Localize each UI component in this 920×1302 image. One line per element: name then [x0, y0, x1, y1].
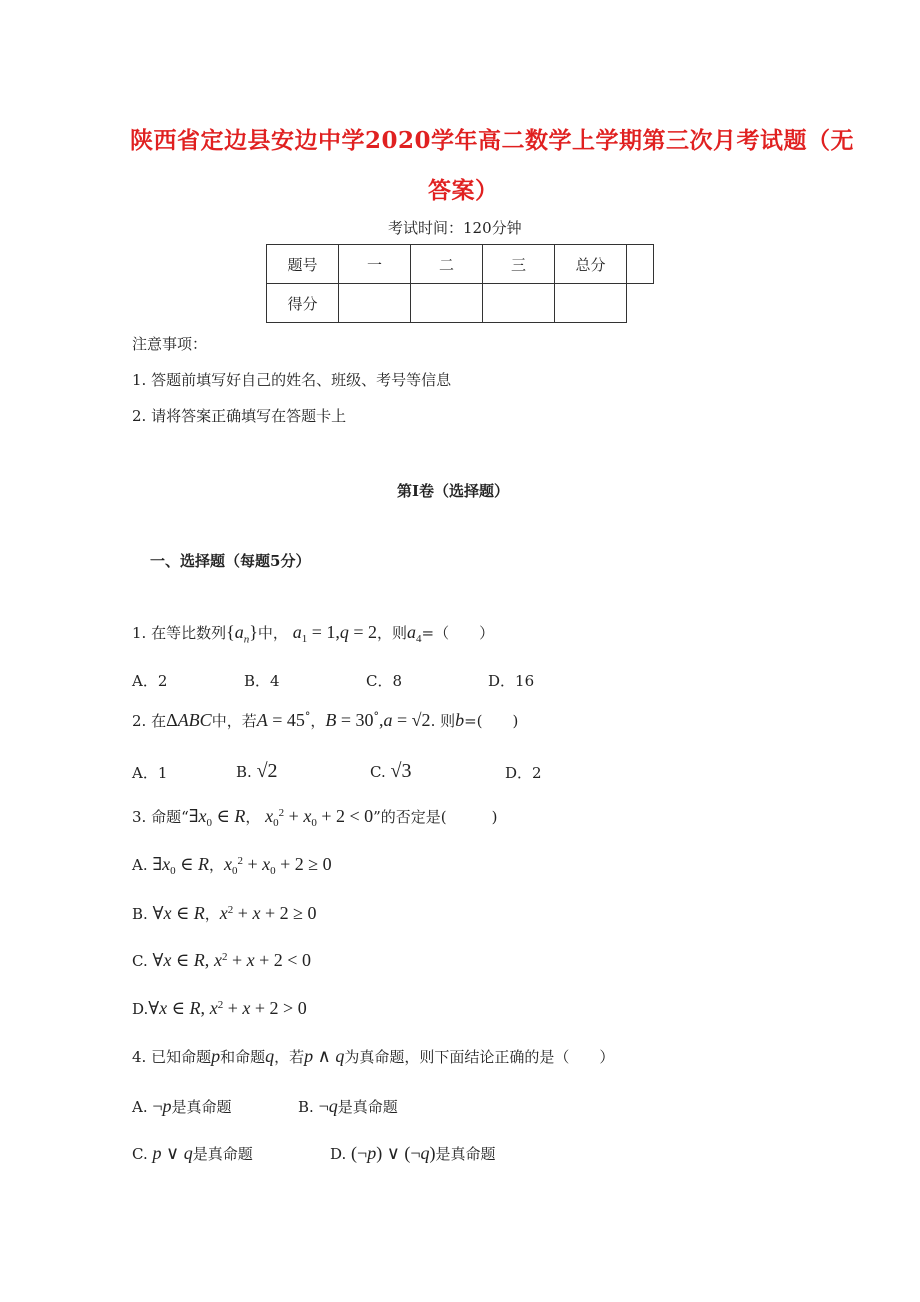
q2-option-c[interactable]: C. √3 — [370, 760, 412, 782]
table-cell: 二 — [411, 245, 483, 284]
q2-option-b[interactable]: B. √2 — [236, 760, 278, 782]
table-cell: 题号 — [267, 245, 339, 284]
table-cell — [627, 245, 654, 284]
q1-option-c[interactable]: C．8 — [366, 672, 403, 690]
q3-option-d[interactable]: D.∀x ∈ R, $x^2 + x + 2 > 0$ — [132, 998, 307, 1018]
q2-option-d[interactable]: D．2 — [505, 764, 542, 782]
q3-option-b[interactable]: B. ∀x ∈ R，$x^2 + x + 2 \ge 0$ — [132, 903, 317, 923]
question-2: 2. 在ΔABC中，若A = 45°，B = 30°,a = √2. 则b=( ) — [132, 710, 519, 730]
question-1: 1. 在等比数列$\{a_n\}$中， $a_1 = 1,q = 2$，则$a_4=$（ ） — [132, 622, 495, 646]
table-cell: 一 — [339, 245, 411, 284]
q4-option-d[interactable]: D. (¬p) ∨ (¬q)是真命题 — [330, 1143, 496, 1163]
table-cell: 得分 — [267, 284, 339, 323]
q1-option-d[interactable]: D．16 — [488, 672, 535, 690]
table-cell[interactable] — [411, 284, 483, 323]
notes-item-1: 1. 答题前填写好自己的姓名、班级、考号等信息 — [132, 371, 452, 389]
q2-option-a[interactable]: A．1 — [132, 764, 168, 782]
table-cell: 总分 — [555, 245, 627, 284]
question-number: 4. — [132, 1048, 147, 1066]
score-table — [266, 244, 654, 323]
q4-option-b[interactable]: B. ¬q是真命题 — [298, 1096, 398, 1116]
notes-heading: 注意事项： — [132, 335, 208, 353]
question-number: 1. — [132, 624, 147, 642]
question-number: 3. — [132, 808, 147, 826]
table-cell — [627, 284, 654, 323]
table-row — [267, 284, 654, 323]
question-number: 2. — [132, 712, 147, 730]
table-cell[interactable] — [555, 284, 627, 323]
question-4: 4. 已知命题p和命题q，若p ∧ q为真命题，则下面结论正确的是（ ） — [132, 1046, 615, 1066]
exam-time: 考试时间：120分钟 — [388, 219, 522, 237]
q3-option-a[interactable]: A. $\exists x_0$ ∈ R，$x_0^2 + x_0 + 2 \ge 0$ — [132, 854, 332, 877]
q4-option-a[interactable]: A. ¬p是真命题 — [132, 1096, 232, 1116]
q3-option-c[interactable]: C. ∀x ∈ R, $x^2 + x + 2 < 0$ — [132, 950, 311, 970]
q1-option-b[interactable]: B．4 — [244, 672, 280, 690]
q1-option-a[interactable]: A．2 — [132, 672, 168, 690]
part-title: 一、选择题（每题5分） — [150, 552, 311, 570]
table-cell: 三 — [483, 245, 555, 284]
q4-option-c[interactable]: C. p ∨ q是真命题 — [132, 1143, 253, 1163]
title-line-2: 答案） — [428, 177, 499, 204]
table-cell[interactable] — [339, 284, 411, 323]
title-line-1: 陕西省定边县安边中学2020学年高二数学上学期第三次月考试题（无 — [130, 127, 855, 154]
table-cell[interactable] — [483, 284, 555, 323]
notes-item-2: 2. 请将答案正确填写在答题卡上 — [132, 407, 347, 425]
table-row — [267, 245, 654, 284]
volume-title: 第I卷（选择题） — [397, 482, 510, 500]
question-3: 3. 命题“$\exists x_0$ ∈ R， $x_0^2 + x_0 + 2 < 0$”的否定是( ) — [132, 806, 498, 829]
